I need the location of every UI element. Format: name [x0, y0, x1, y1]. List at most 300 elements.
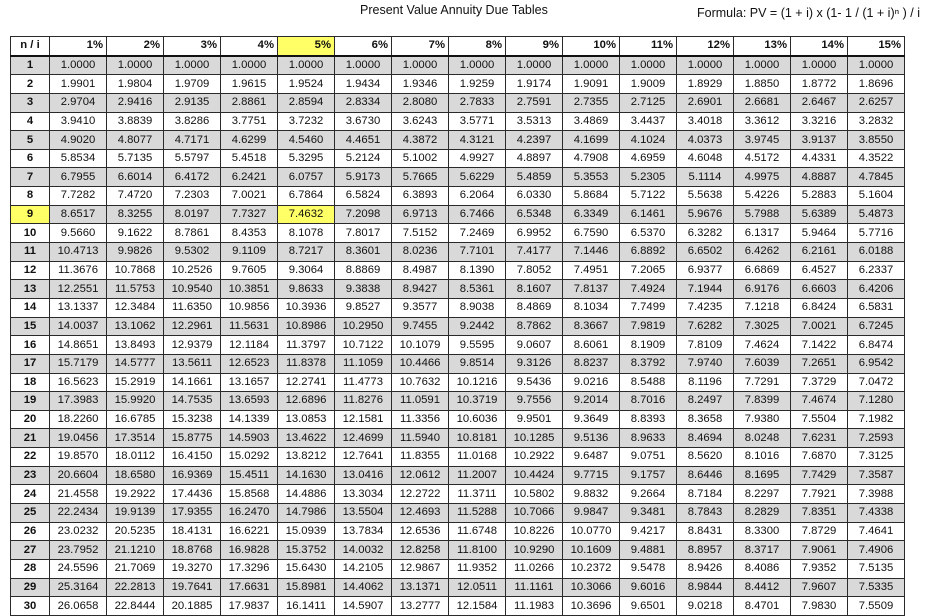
table-row	[11, 280, 905, 299]
value-cell: 9.3064	[278, 261, 335, 280]
value-cell: 10.1079	[392, 336, 449, 355]
period-cell: 2	[11, 75, 50, 94]
value-cell: 6.1461	[620, 205, 677, 224]
value-cell: 1.9804	[107, 75, 164, 94]
value-cell: 5.3295	[278, 149, 335, 168]
value-cell: 7.4906	[848, 541, 905, 560]
column-header: 6%	[335, 37, 392, 56]
value-cell: 5.1114	[677, 168, 734, 187]
value-cell: 7.8017	[335, 224, 392, 243]
table-row	[11, 168, 905, 187]
value-cell: 10.1285	[506, 429, 563, 448]
value-cell: 7.6282	[677, 317, 734, 336]
period-cell: 26	[11, 522, 50, 541]
value-cell: 1.9346	[392, 75, 449, 94]
table-row	[11, 317, 905, 336]
value-cell: 12.4699	[335, 429, 392, 448]
value-cell: 3.7751	[221, 112, 278, 131]
value-cell: 20.6604	[50, 466, 107, 485]
corner-header: n / i	[11, 37, 50, 56]
period-cell: 8	[11, 187, 50, 206]
value-cell: 17.9355	[164, 504, 221, 523]
value-cell: 20.1885	[164, 597, 221, 616]
value-cell: 12.6523	[221, 354, 278, 373]
value-cell: 7.0472	[848, 373, 905, 392]
value-cell: 15.8775	[164, 429, 221, 448]
value-cell: 6.0330	[506, 187, 563, 206]
value-cell: 14.5907	[335, 597, 392, 616]
column-header: 8%	[449, 37, 506, 56]
value-cell: 8.3717	[734, 541, 791, 560]
value-cell: 5.2883	[791, 187, 848, 206]
value-cell: 7.9830	[791, 597, 848, 616]
value-cell: 8.0197	[164, 205, 221, 224]
value-cell: 7.0021	[791, 317, 848, 336]
value-cell: 4.6959	[620, 149, 677, 168]
table-header-row	[11, 37, 905, 56]
value-cell: 2.9135	[164, 93, 221, 112]
value-cell: 8.9038	[449, 298, 506, 317]
value-cell: 2.9704	[50, 93, 107, 112]
period-cell: 29	[11, 578, 50, 597]
table-row	[11, 243, 905, 262]
value-cell: 1.9524	[278, 75, 335, 94]
value-cell: 13.0416	[335, 466, 392, 485]
value-cell: 15.8568	[221, 485, 278, 504]
value-cell: 9.5595	[449, 336, 506, 355]
period-cell: 12	[11, 261, 50, 280]
value-cell: 5.7716	[848, 224, 905, 243]
value-cell: 7.5509	[848, 597, 905, 616]
value-cell: 10.6036	[449, 410, 506, 429]
value-cell: 3.4018	[677, 112, 734, 131]
value-cell: 1.8929	[677, 75, 734, 94]
value-cell: 12.2722	[392, 485, 449, 504]
value-cell: 4.3522	[848, 149, 905, 168]
value-cell: 9.7455	[392, 317, 449, 336]
value-cell: 2.7355	[563, 93, 620, 112]
value-cell: 19.9139	[107, 504, 164, 523]
value-cell: 5.9173	[335, 168, 392, 187]
period-cell: 15	[11, 317, 50, 336]
column-header: 3%	[164, 37, 221, 56]
value-cell: 7.7282	[50, 187, 107, 206]
value-cell: 10.8181	[449, 429, 506, 448]
value-cell: 11.9352	[449, 559, 506, 578]
value-cell: 1.0000	[107, 56, 164, 75]
value-cell: 7.8052	[506, 261, 563, 280]
period-cell: 1	[11, 56, 50, 75]
value-cell: 8.3255	[107, 205, 164, 224]
value-cell: 7.8109	[677, 336, 734, 355]
value-cell: 11.5631	[221, 317, 278, 336]
value-cell: 14.1661	[164, 373, 221, 392]
period-cell: 25	[11, 504, 50, 523]
value-cell: 3.6243	[392, 112, 449, 131]
table-row	[11, 149, 905, 168]
value-cell: 9.1622	[107, 224, 164, 243]
value-cell: 8.1078	[278, 224, 335, 243]
value-cell: 10.7122	[335, 336, 392, 355]
value-cell: 2.6467	[791, 93, 848, 112]
value-cell: 5.4226	[734, 187, 791, 206]
value-cell: 17.3296	[221, 559, 278, 578]
table-row	[11, 522, 905, 541]
column-header: 14%	[791, 37, 848, 56]
value-cell: 8.6517	[50, 205, 107, 224]
value-cell: 4.9927	[449, 149, 506, 168]
value-cell: 5.1002	[392, 149, 449, 168]
value-cell: 13.8493	[107, 336, 164, 355]
value-cell: 9.5478	[620, 559, 677, 578]
column-header: 13%	[734, 37, 791, 56]
value-cell: 10.0770	[563, 522, 620, 541]
value-cell: 6.9176	[734, 280, 791, 299]
value-cell: 3.9137	[791, 131, 848, 150]
value-cell: 6.4172	[164, 168, 221, 187]
value-cell: 9.2664	[620, 485, 677, 504]
value-cell: 6.9952	[506, 224, 563, 243]
value-cell: 5.4518	[221, 149, 278, 168]
formula-label: Formula: PV = (1 + i) x (1- 1 / (1 + i)ⁿ ) / i	[697, 6, 921, 20]
value-cell: 6.9377	[677, 261, 734, 280]
value-cell: 16.9369	[164, 466, 221, 485]
value-cell: 17.3983	[50, 392, 107, 411]
value-cell: 13.5504	[335, 504, 392, 523]
value-cell: 15.3752	[278, 541, 335, 560]
value-cell: 8.4694	[677, 429, 734, 448]
period-cell: 21	[11, 429, 50, 448]
value-cell: 9.1109	[221, 243, 278, 262]
value-cell: 5.5638	[677, 187, 734, 206]
value-cell: 3.5313	[506, 112, 563, 131]
value-cell: 9.8527	[335, 298, 392, 317]
value-cell: 13.0853	[278, 410, 335, 429]
value-cell: 2.8861	[221, 93, 278, 112]
value-cell: 14.2105	[335, 559, 392, 578]
value-cell: 5.5797	[164, 149, 221, 168]
value-cell: 1.0000	[449, 56, 506, 75]
value-cell: 7.2098	[335, 205, 392, 224]
value-cell: 3.4437	[620, 112, 677, 131]
value-cell: 8.7843	[677, 504, 734, 523]
value-cell: 6.3893	[392, 187, 449, 206]
value-cell: 8.2829	[734, 504, 791, 523]
value-cell: 11.1983	[506, 597, 563, 616]
table-row	[11, 131, 905, 150]
value-cell: 14.8651	[50, 336, 107, 355]
value-cell: 7.3587	[848, 466, 905, 485]
value-cell: 11.3797	[278, 336, 335, 355]
period-cell: 30	[11, 597, 50, 616]
value-cell: 1.9259	[449, 75, 506, 94]
value-cell: 7.6039	[734, 354, 791, 373]
value-cell: 8.7016	[620, 392, 677, 411]
value-cell: 1.9615	[221, 75, 278, 94]
value-cell: 12.2551	[50, 280, 107, 299]
period-cell: 17	[11, 354, 50, 373]
column-header: 11%	[620, 37, 677, 56]
value-cell: 11.8355	[392, 448, 449, 467]
value-cell: 7.7429	[791, 466, 848, 485]
value-cell: 7.8399	[734, 392, 791, 411]
value-cell: 5.7988	[734, 205, 791, 224]
value-cell: 12.1584	[449, 597, 506, 616]
value-cell: 7.3125	[848, 448, 905, 467]
value-cell: 7.9352	[791, 559, 848, 578]
value-cell: 11.3711	[449, 485, 506, 504]
value-cell: 11.0591	[392, 392, 449, 411]
column-header: 1%	[50, 37, 107, 56]
value-cell: 7.1944	[677, 280, 734, 299]
value-cell: 6.7590	[563, 224, 620, 243]
value-cell: 1.0000	[620, 56, 677, 75]
value-cell: 1.9009	[620, 75, 677, 94]
period-cell: 19	[11, 392, 50, 411]
value-cell: 4.8887	[791, 168, 848, 187]
value-cell: 12.9379	[164, 336, 221, 355]
value-cell: 13.8212	[278, 448, 335, 467]
value-cell: 6.7245	[848, 317, 905, 336]
value-cell: 8.6446	[677, 466, 734, 485]
value-cell: 19.7641	[164, 578, 221, 597]
value-cell: 7.2593	[848, 429, 905, 448]
value-cell: 13.4622	[278, 429, 335, 448]
period-cell: 22	[11, 448, 50, 467]
value-cell: 2.7833	[449, 93, 506, 112]
value-cell: 3.5771	[449, 112, 506, 131]
period-cell: 24	[11, 485, 50, 504]
value-cell: 6.7955	[50, 168, 107, 187]
value-cell: 11.3676	[50, 261, 107, 280]
value-cell: 12.2741	[278, 373, 335, 392]
value-cell: 4.6048	[677, 149, 734, 168]
value-cell: 7.1422	[791, 336, 848, 355]
value-cell: 1.0000	[392, 56, 449, 75]
value-cell: 7.4177	[506, 243, 563, 262]
value-cell: 9.6487	[563, 448, 620, 467]
value-cell: 7.4674	[791, 392, 848, 411]
value-cell: 9.6016	[620, 578, 677, 597]
value-cell: 8.1016	[734, 448, 791, 467]
value-cell: 12.2961	[164, 317, 221, 336]
value-cell: 9.3649	[563, 410, 620, 429]
value-cell: 10.2922	[506, 448, 563, 467]
value-cell: 8.1390	[449, 261, 506, 280]
column-header: 12%	[677, 37, 734, 56]
value-cell: 20.5235	[107, 522, 164, 541]
value-cell: 10.2526	[164, 261, 221, 280]
value-cell: 17.6631	[221, 578, 278, 597]
value-cell: 5.9464	[791, 224, 848, 243]
value-cell: 8.1909	[620, 336, 677, 355]
value-cell: 2.6681	[734, 93, 791, 112]
value-cell: 7.2303	[164, 187, 221, 206]
value-cell: 2.8334	[335, 93, 392, 112]
value-cell: 13.1062	[107, 317, 164, 336]
value-cell: 6.2064	[449, 187, 506, 206]
value-cell: 16.1411	[278, 597, 335, 616]
value-cell: 8.8237	[563, 354, 620, 373]
value-cell: 12.1184	[221, 336, 278, 355]
value-cell: 1.9174	[506, 75, 563, 94]
value-cell: 10.7868	[107, 261, 164, 280]
value-cell: 7.2065	[620, 261, 677, 280]
value-cell: 8.1695	[734, 466, 791, 485]
value-cell: 10.3936	[278, 298, 335, 317]
value-cell: 18.2260	[50, 410, 107, 429]
value-cell: 11.1161	[506, 578, 563, 597]
value-cell: 15.8981	[278, 578, 335, 597]
table-row	[11, 261, 905, 280]
period-cell: 16	[11, 336, 50, 355]
value-cell: 6.5831	[848, 298, 905, 317]
value-cell: 6.6502	[677, 243, 734, 262]
value-cell: 9.6501	[620, 597, 677, 616]
value-cell: 9.0216	[563, 373, 620, 392]
value-cell: 11.8378	[278, 354, 335, 373]
value-cell: 3.8286	[164, 112, 221, 131]
value-cell: 7.6231	[791, 429, 848, 448]
value-cell: 11.0266	[506, 559, 563, 578]
value-cell: 7.7499	[620, 298, 677, 317]
value-cell: 13.1657	[221, 373, 278, 392]
table-row	[11, 373, 905, 392]
table-body	[11, 56, 905, 616]
value-cell: 7.4720	[107, 187, 164, 206]
value-cell: 3.3216	[791, 112, 848, 131]
table-row	[11, 541, 905, 560]
value-cell: 9.8514	[449, 354, 506, 373]
value-cell: 6.1317	[734, 224, 791, 243]
value-cell: 6.2337	[848, 261, 905, 280]
table-row	[11, 205, 905, 224]
value-cell: 18.6580	[107, 466, 164, 485]
value-cell: 6.4262	[734, 243, 791, 262]
value-cell: 4.7908	[563, 149, 620, 168]
value-cell: 7.2469	[449, 224, 506, 243]
value-cell: 9.2014	[563, 392, 620, 411]
value-cell: 24.5596	[50, 559, 107, 578]
value-cell: 6.4206	[848, 280, 905, 299]
period-cell: 11	[11, 243, 50, 262]
value-cell: 9.9847	[563, 504, 620, 523]
value-cell: 10.9540	[164, 280, 221, 299]
value-cell: 14.1339	[221, 410, 278, 429]
value-cell: 6.6603	[791, 280, 848, 299]
value-cell: 6.4527	[791, 261, 848, 280]
table-row	[11, 112, 905, 131]
value-cell: 9.3577	[392, 298, 449, 317]
value-cell: 10.7066	[506, 504, 563, 523]
value-cell: 19.3270	[164, 559, 221, 578]
value-cell: 4.6299	[221, 131, 278, 150]
value-cell: 7.9607	[791, 578, 848, 597]
value-cell: 23.7952	[50, 541, 107, 560]
value-cell: 9.7556	[506, 392, 563, 411]
value-cell: 8.4701	[734, 597, 791, 616]
value-cell: 8.1034	[563, 298, 620, 317]
value-cell: 17.3514	[107, 429, 164, 448]
value-cell: 1.0000	[563, 56, 620, 75]
value-cell: 1.9091	[563, 75, 620, 94]
period-cell: 28	[11, 559, 50, 578]
value-cell: 1.0000	[506, 56, 563, 75]
value-cell: 9.4217	[620, 522, 677, 541]
value-cell: 14.4062	[335, 578, 392, 597]
value-cell: 13.7834	[335, 522, 392, 541]
table-row	[11, 466, 905, 485]
value-cell: 7.9380	[734, 410, 791, 429]
value-cell: 7.7101	[449, 243, 506, 262]
value-cell: 21.4558	[50, 485, 107, 504]
value-cell: 7.3988	[848, 485, 905, 504]
value-cell: 10.4466	[392, 354, 449, 373]
value-cell: 6.7466	[449, 205, 506, 224]
value-cell: 7.4924	[620, 280, 677, 299]
value-cell: 6.8892	[620, 243, 677, 262]
value-cell: 3.9410	[50, 112, 107, 131]
value-cell: 8.2297	[734, 485, 791, 504]
column-header: 15%	[848, 37, 905, 56]
value-cell: 3.8550	[848, 131, 905, 150]
value-cell: 8.3792	[620, 354, 677, 373]
value-cell: 19.0456	[50, 429, 107, 448]
value-cell: 8.0248	[734, 429, 791, 448]
value-cell: 7.5504	[791, 410, 848, 429]
period-cell: 23	[11, 466, 50, 485]
table-row	[11, 298, 905, 317]
value-cell: 4.1024	[620, 131, 677, 150]
value-cell: 13.1371	[392, 578, 449, 597]
value-cell: 10.4713	[50, 243, 107, 262]
value-cell: 16.6785	[107, 410, 164, 429]
value-cell: 6.6014	[107, 168, 164, 187]
value-cell: 6.5370	[620, 224, 677, 243]
value-cell: 7.4235	[677, 298, 734, 317]
value-cell: 18.0112	[107, 448, 164, 467]
value-cell: 3.9745	[734, 131, 791, 150]
value-cell: 14.0032	[335, 541, 392, 560]
value-cell: 4.9020	[50, 131, 107, 150]
period-cell: 4	[11, 112, 50, 131]
value-cell: 16.5623	[50, 373, 107, 392]
value-cell: 7.1982	[848, 410, 905, 429]
period-cell: 5	[11, 131, 50, 150]
value-cell: 12.6896	[278, 392, 335, 411]
value-cell: 8.4869	[506, 298, 563, 317]
value-cell: 9.1757	[620, 466, 677, 485]
value-cell: 14.4886	[278, 485, 335, 504]
value-cell: 5.1604	[848, 187, 905, 206]
value-cell: 10.8986	[278, 317, 335, 336]
page-title: Present Value Annuity Due Tables	[360, 3, 548, 17]
value-cell: 12.0511	[449, 578, 506, 597]
value-cell: 2.9416	[107, 93, 164, 112]
value-cell: 1.0000	[50, 56, 107, 75]
value-cell: 9.0607	[506, 336, 563, 355]
value-cell: 4.0373	[677, 131, 734, 150]
value-cell: 13.1337	[50, 298, 107, 317]
value-cell: 6.9542	[848, 354, 905, 373]
table-row	[11, 56, 905, 75]
value-cell: 5.2124	[335, 149, 392, 168]
table-row	[11, 485, 905, 504]
value-cell: 16.6221	[221, 522, 278, 541]
value-cell: 14.0037	[50, 317, 107, 336]
value-cell: 12.3484	[107, 298, 164, 317]
value-cell: 8.7861	[164, 224, 221, 243]
